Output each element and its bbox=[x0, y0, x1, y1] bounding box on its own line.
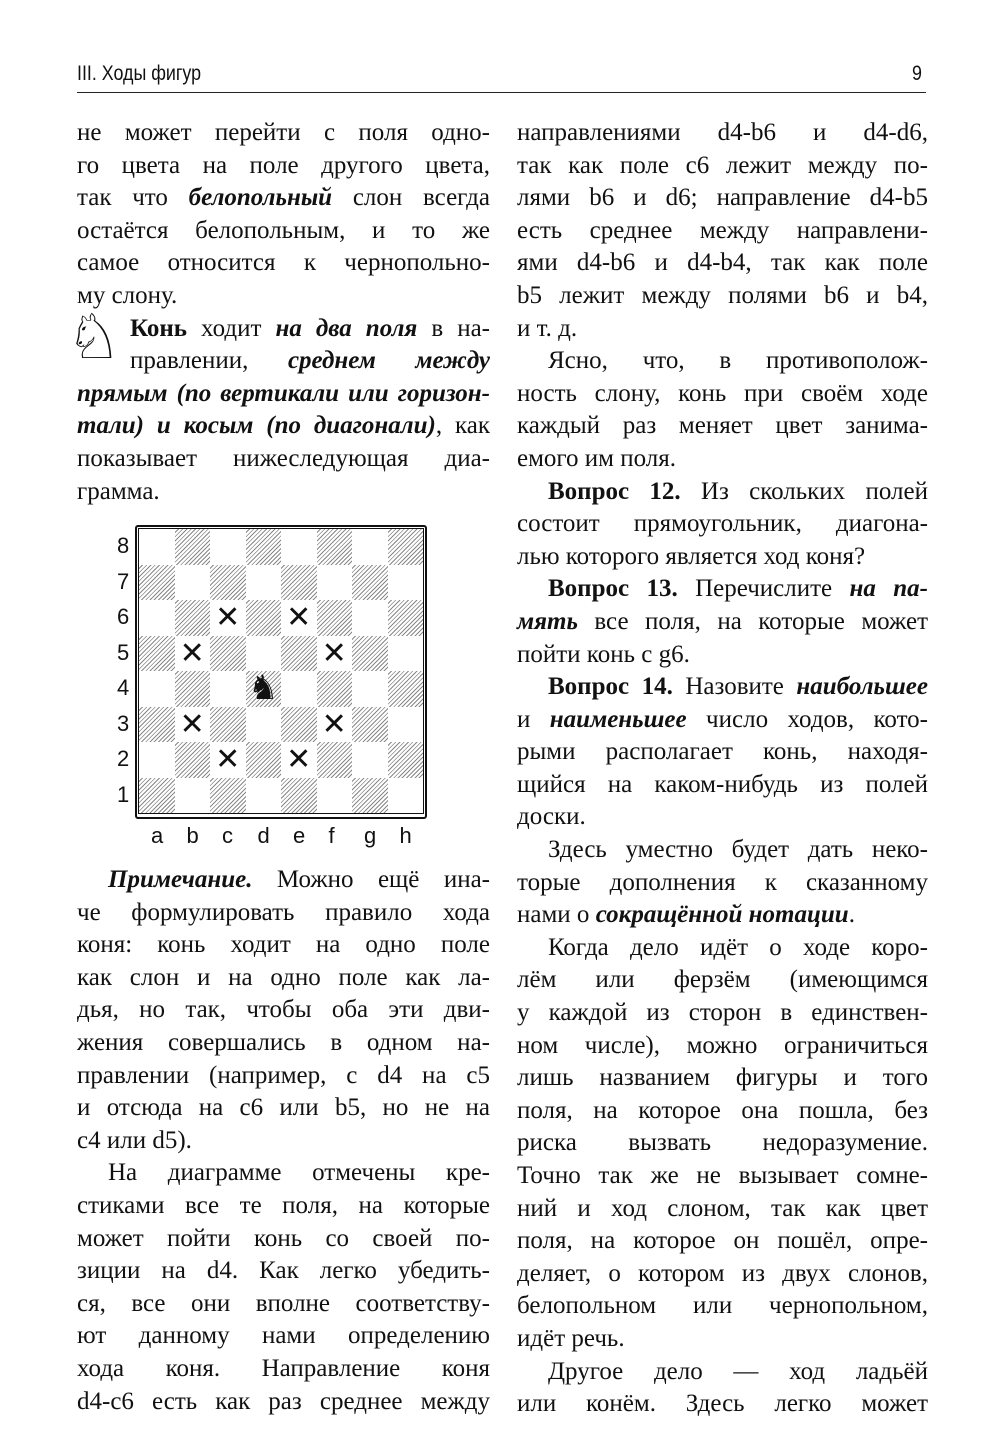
text-run: нами о bbox=[517, 901, 596, 929]
text-run: деляет, о котором из двух слонов, bbox=[517, 1259, 928, 1287]
emphasis-text: Примечание. bbox=[108, 866, 253, 893]
square-e7 bbox=[281, 565, 317, 601]
text-run: Из скольких полей bbox=[680, 477, 928, 505]
square-c7 bbox=[210, 565, 246, 601]
square-h3 bbox=[388, 707, 424, 743]
text-run: d4-c6 есть как раз среднее между bbox=[77, 1387, 490, 1415]
square-d6 bbox=[246, 600, 282, 636]
text-line bbox=[517, 932, 928, 965]
text-run: лями b6 и d6; направление d4-b5 bbox=[517, 184, 928, 212]
text-run: правлении, bbox=[130, 347, 288, 375]
file-label: c bbox=[222, 823, 233, 848]
text-run: На диаграмме отмечены кре- bbox=[108, 1159, 490, 1187]
text-run: Ясно, что, в противополож- bbox=[548, 347, 928, 375]
square-a7 bbox=[139, 565, 175, 601]
file-label: b bbox=[186, 823, 199, 848]
text-run: Можно ещё ина- bbox=[252, 866, 490, 893]
emphasis-text: на па- bbox=[849, 575, 928, 603]
black-knight-icon: ♞ bbox=[248, 668, 279, 708]
square-f7 bbox=[317, 565, 353, 601]
text-line bbox=[517, 117, 928, 150]
text-line bbox=[77, 247, 490, 280]
square-b7 bbox=[175, 565, 211, 601]
text-line bbox=[517, 1290, 928, 1323]
text-line bbox=[77, 150, 490, 183]
rank-label: 8 bbox=[117, 533, 130, 558]
text-run: Перечислите bbox=[677, 575, 850, 603]
text-line bbox=[77, 1060, 490, 1093]
text-line bbox=[77, 1320, 490, 1353]
text-line bbox=[77, 962, 490, 995]
square-g6 bbox=[352, 600, 388, 636]
text-line bbox=[517, 671, 928, 704]
file-label: g bbox=[364, 823, 377, 848]
square-c8 bbox=[210, 529, 246, 565]
text-run: че формулировать правило хода bbox=[77, 898, 490, 926]
text-line bbox=[517, 1030, 928, 1063]
text-run: пойти конь с g6. bbox=[517, 640, 690, 668]
square-b1 bbox=[175, 778, 211, 814]
text-line bbox=[517, 476, 928, 509]
text-line bbox=[77, 215, 490, 248]
emphasis-text: прямым (по вертикали или горизон- bbox=[77, 379, 490, 407]
text-run: го цвета на поле другого цвета, bbox=[77, 151, 490, 179]
square-d5 bbox=[246, 636, 282, 672]
text-run: Назовите bbox=[672, 673, 797, 701]
square-h6 bbox=[388, 600, 424, 636]
square-h8 bbox=[388, 529, 424, 565]
left-column-bottom-text bbox=[77, 864, 490, 1418]
left-column-top-text bbox=[77, 117, 490, 508]
knight-icon: ♘ bbox=[66, 300, 122, 373]
text-run: b5 лежит между полями b6 и b4, bbox=[517, 281, 928, 309]
square-c3 bbox=[210, 707, 246, 743]
text-line bbox=[517, 1062, 928, 1095]
text-run: остаётся белопольным, и то же bbox=[77, 216, 490, 244]
rank-label: 3 bbox=[117, 710, 130, 736]
rank-label: 7 bbox=[117, 568, 130, 594]
square-d8 bbox=[246, 529, 282, 565]
square-g7 bbox=[352, 565, 388, 601]
cross-mark-icon: ✕ bbox=[179, 635, 205, 671]
file-label: h bbox=[399, 823, 412, 848]
square-g5 bbox=[352, 636, 388, 672]
text-line bbox=[77, 1092, 490, 1125]
text-run: ном числе), можно ограничиться bbox=[517, 1031, 928, 1059]
rank-label: 2 bbox=[117, 746, 130, 771]
text-line bbox=[517, 769, 928, 802]
text-line bbox=[517, 247, 928, 280]
text-run: как слон и на одно поле как ла- bbox=[77, 963, 490, 991]
text-run: хода коня. Направление коня bbox=[77, 1354, 490, 1382]
text-run: ют данному нами определению bbox=[77, 1322, 490, 1350]
text-run: и отсюда на c6 или b5, но не на bbox=[77, 1094, 490, 1122]
text-run: щийся на каком-нибудь из полей bbox=[517, 770, 928, 798]
chess-diagram bbox=[135, 525, 427, 819]
square-f2 bbox=[317, 742, 353, 778]
emphasis-text: среднем между bbox=[287, 347, 490, 375]
text-run: белопольном или чернопольном, bbox=[517, 1292, 928, 1320]
header-rule bbox=[77, 92, 926, 93]
square-g4 bbox=[352, 671, 388, 707]
text-line bbox=[77, 378, 490, 411]
text-line bbox=[517, 378, 928, 411]
square-a6 bbox=[139, 600, 175, 636]
text-run: c4 или d5). bbox=[77, 1126, 192, 1154]
text-run: . bbox=[848, 901, 855, 929]
square-c5 bbox=[210, 636, 246, 672]
text-line bbox=[517, 834, 928, 867]
text-run: в на- bbox=[417, 314, 490, 342]
text-run: зиции на d4. Как легко убедить- bbox=[77, 1257, 490, 1285]
square-h7 bbox=[388, 565, 424, 601]
text-line bbox=[77, 929, 490, 962]
text-run: торые дополнения к сказанному bbox=[517, 868, 928, 896]
text-run: у каждой из сторон в единствен- bbox=[517, 999, 928, 1027]
text-line bbox=[517, 573, 928, 606]
text-run: ность слону, конь при своём ходе bbox=[517, 379, 928, 407]
text-line bbox=[517, 997, 928, 1030]
text-run: каждый раз меняет цвет занима- bbox=[517, 412, 928, 440]
square-b2 bbox=[175, 742, 211, 778]
square-a3 bbox=[139, 707, 175, 743]
text-line bbox=[517, 736, 928, 769]
text-run: так что bbox=[77, 184, 189, 212]
cross-mark-icon: ✕ bbox=[215, 742, 241, 777]
emphasis-text: на два поля bbox=[275, 314, 418, 342]
text-run: может пойти конь со своей по- bbox=[77, 1224, 490, 1252]
text-line bbox=[77, 280, 490, 313]
text-run: емого им поля. bbox=[517, 444, 677, 472]
text-run: правлении (например, с d4 на c5 bbox=[77, 1061, 490, 1089]
text-line bbox=[517, 1160, 928, 1193]
text-run: лишь названием фигуры и того bbox=[517, 1064, 928, 1092]
text-run: и т. д. bbox=[517, 314, 578, 342]
text-line bbox=[517, 1193, 928, 1226]
square-b8 bbox=[175, 529, 211, 565]
text-line bbox=[77, 1223, 490, 1256]
text-line bbox=[77, 864, 490, 897]
text-line bbox=[77, 1386, 490, 1419]
text-line bbox=[517, 704, 928, 737]
square-d2 bbox=[246, 742, 282, 778]
text-line bbox=[77, 1255, 490, 1288]
text-run: поля, на которое она пошла, без bbox=[517, 1096, 928, 1124]
text-run: поля, на которое он пошёл, опре- bbox=[517, 1227, 928, 1255]
text-run: ходит bbox=[187, 314, 276, 342]
text-run: рыми располагает конь, находя- bbox=[517, 738, 928, 766]
square-f6 bbox=[317, 600, 353, 636]
text-line bbox=[517, 410, 928, 443]
emphasis-text: тали) и косым (по диагонали) bbox=[77, 412, 436, 440]
text-line bbox=[517, 215, 928, 248]
text-line bbox=[77, 897, 490, 930]
text-line bbox=[517, 313, 928, 346]
text-run: Другое дело — ход ладьёй bbox=[548, 1357, 928, 1385]
square-b4 bbox=[175, 671, 211, 707]
square-h1 bbox=[388, 778, 424, 814]
cross-mark-icon: ✕ bbox=[215, 600, 241, 635]
square-g3 bbox=[352, 707, 388, 743]
text-run: лём или ферзём (имеющимся bbox=[517, 966, 928, 994]
text-line bbox=[77, 476, 490, 509]
square-e8 bbox=[281, 529, 317, 565]
emphasis-text: наименьшее bbox=[549, 705, 687, 733]
text-run: Когда дело идёт о ходе коро- bbox=[548, 933, 928, 961]
square-a8 bbox=[139, 529, 175, 565]
text-run: Точно так же не вызывает сомне- bbox=[517, 1162, 928, 1189]
text-run: ями d4-b6 и d4-b4, так как поле bbox=[517, 249, 928, 277]
square-e4 bbox=[281, 671, 317, 707]
square-g2 bbox=[352, 742, 388, 778]
square-g1 bbox=[352, 778, 388, 814]
square-h2 bbox=[388, 742, 424, 778]
text-run: самое относится к чернопольно- bbox=[77, 249, 490, 277]
text-line bbox=[517, 964, 928, 997]
text-line bbox=[517, 606, 928, 639]
rank-label: 6 bbox=[117, 604, 130, 629]
board-squares bbox=[138, 528, 424, 814]
text-run: Здесь уместно будет дать неко- bbox=[548, 836, 928, 864]
text-run: грамма. bbox=[77, 477, 160, 505]
running-header-title: III. Ходы фигур bbox=[77, 62, 202, 85]
text-line bbox=[77, 1027, 490, 1060]
text-line bbox=[77, 345, 490, 378]
square-a4 bbox=[139, 671, 175, 707]
file-label: e bbox=[293, 823, 306, 848]
text-line bbox=[517, 1225, 928, 1258]
text-line bbox=[517, 150, 928, 183]
cross-mark-icon: ✕ bbox=[286, 600, 312, 635]
text-run: му слону. bbox=[77, 281, 178, 309]
text-run: и bbox=[517, 705, 550, 733]
text-line bbox=[517, 639, 928, 672]
emphasis-text: белопольный bbox=[188, 184, 333, 212]
square-e5 bbox=[281, 636, 317, 672]
text-line bbox=[517, 899, 928, 932]
text-line bbox=[517, 1095, 928, 1128]
text-line bbox=[77, 1353, 490, 1386]
text-line bbox=[517, 443, 928, 476]
cross-mark-icon: ✕ bbox=[286, 742, 312, 777]
text-line bbox=[77, 1125, 490, 1158]
square-c4 bbox=[210, 671, 246, 707]
text-line bbox=[77, 410, 490, 443]
text-run: состоит прямоугольник, диагона- bbox=[517, 510, 928, 538]
square-f4 bbox=[317, 671, 353, 707]
emphasis-text: сокращённой нотации bbox=[595, 901, 849, 929]
text-run: слон всегда bbox=[332, 184, 490, 212]
text-line bbox=[517, 867, 928, 900]
text-run: или конём. Здесь легко может bbox=[517, 1390, 928, 1418]
text-run: показывает нижеследующая диа- bbox=[77, 444, 490, 472]
rank-label: 5 bbox=[117, 639, 130, 665]
text-line bbox=[77, 313, 490, 346]
square-f8 bbox=[317, 529, 353, 565]
page-number: 9 bbox=[912, 62, 922, 85]
square-a5 bbox=[139, 636, 175, 672]
file-label: a bbox=[151, 823, 164, 848]
cross-mark-icon: ✕ bbox=[321, 706, 347, 742]
square-d7 bbox=[246, 565, 282, 601]
square-h5 bbox=[388, 636, 424, 672]
emphasis-text: наибольшее bbox=[796, 673, 928, 701]
text-line bbox=[517, 1388, 928, 1421]
text-run: так как поле c6 лежит между по- bbox=[517, 151, 928, 179]
text-run: идёт речь. bbox=[517, 1324, 625, 1352]
emphasis-text: Вопрос 12. bbox=[548, 477, 681, 505]
emphasis-text: Вопрос 14. bbox=[548, 673, 673, 701]
square-a1 bbox=[139, 778, 175, 814]
text-line bbox=[77, 117, 490, 150]
text-line bbox=[517, 1323, 928, 1356]
file-label: f bbox=[328, 823, 335, 848]
file-label: d bbox=[257, 823, 270, 848]
rank-label: 4 bbox=[117, 675, 130, 700]
text-run: направлениями d4-b6 и d4-d6, bbox=[517, 119, 928, 146]
text-line bbox=[77, 1157, 490, 1190]
text-run: есть среднее между направлени- bbox=[517, 216, 928, 244]
text-line bbox=[517, 280, 928, 313]
text-line bbox=[77, 1288, 490, 1321]
square-c1 bbox=[210, 778, 246, 814]
square-g8 bbox=[352, 529, 388, 565]
text-line bbox=[517, 345, 928, 378]
text-run: доски. bbox=[517, 803, 586, 831]
text-run: риска вызвать недоразумение. bbox=[517, 1129, 928, 1157]
text-run: , как bbox=[435, 412, 491, 440]
square-e3 bbox=[281, 707, 317, 743]
text-line bbox=[517, 541, 928, 574]
emphasis-text: мять bbox=[517, 607, 578, 635]
square-b6 bbox=[175, 600, 211, 636]
text-run: не может перейти с поля одно- bbox=[77, 119, 490, 146]
text-run: стиками все те поля, на которые bbox=[77, 1191, 490, 1219]
cross-mark-icon: ✕ bbox=[321, 635, 347, 671]
square-f1 bbox=[317, 778, 353, 814]
square-h4 bbox=[388, 671, 424, 707]
square-d1 bbox=[246, 778, 282, 814]
square-a2 bbox=[139, 742, 175, 778]
text-run: ний и ход слоном, так как цвет bbox=[517, 1194, 928, 1222]
emphasis-text: Конь bbox=[130, 314, 188, 342]
text-run: число ходов, кото- bbox=[686, 705, 928, 733]
text-run: коня: конь ходит на одно поле bbox=[77, 931, 490, 959]
right-column-text bbox=[517, 117, 928, 1421]
text-line bbox=[517, 182, 928, 215]
emphasis-text: Вопрос 13. bbox=[548, 575, 678, 603]
text-line bbox=[517, 1127, 928, 1160]
text-line bbox=[77, 994, 490, 1027]
square-d3 bbox=[246, 707, 282, 743]
text-line bbox=[77, 182, 490, 215]
text-line bbox=[517, 801, 928, 834]
text-line bbox=[77, 443, 490, 476]
text-run: дья, но так, чтобы оба эти дви- bbox=[77, 996, 490, 1024]
square-e1 bbox=[281, 778, 317, 814]
text-run: лью которого является ход коня? bbox=[517, 542, 866, 570]
text-line bbox=[517, 508, 928, 541]
rank-label: 1 bbox=[117, 781, 130, 807]
cross-mark-icon: ✕ bbox=[179, 706, 205, 742]
text-line bbox=[517, 1356, 928, 1389]
text-run: жения совершались в одном на- bbox=[77, 1028, 490, 1056]
text-run: ся, все они вполне соответству- bbox=[77, 1289, 490, 1317]
text-run: все поля, на которые может bbox=[577, 607, 928, 635]
text-line bbox=[77, 1190, 490, 1223]
text-line bbox=[517, 1258, 928, 1291]
